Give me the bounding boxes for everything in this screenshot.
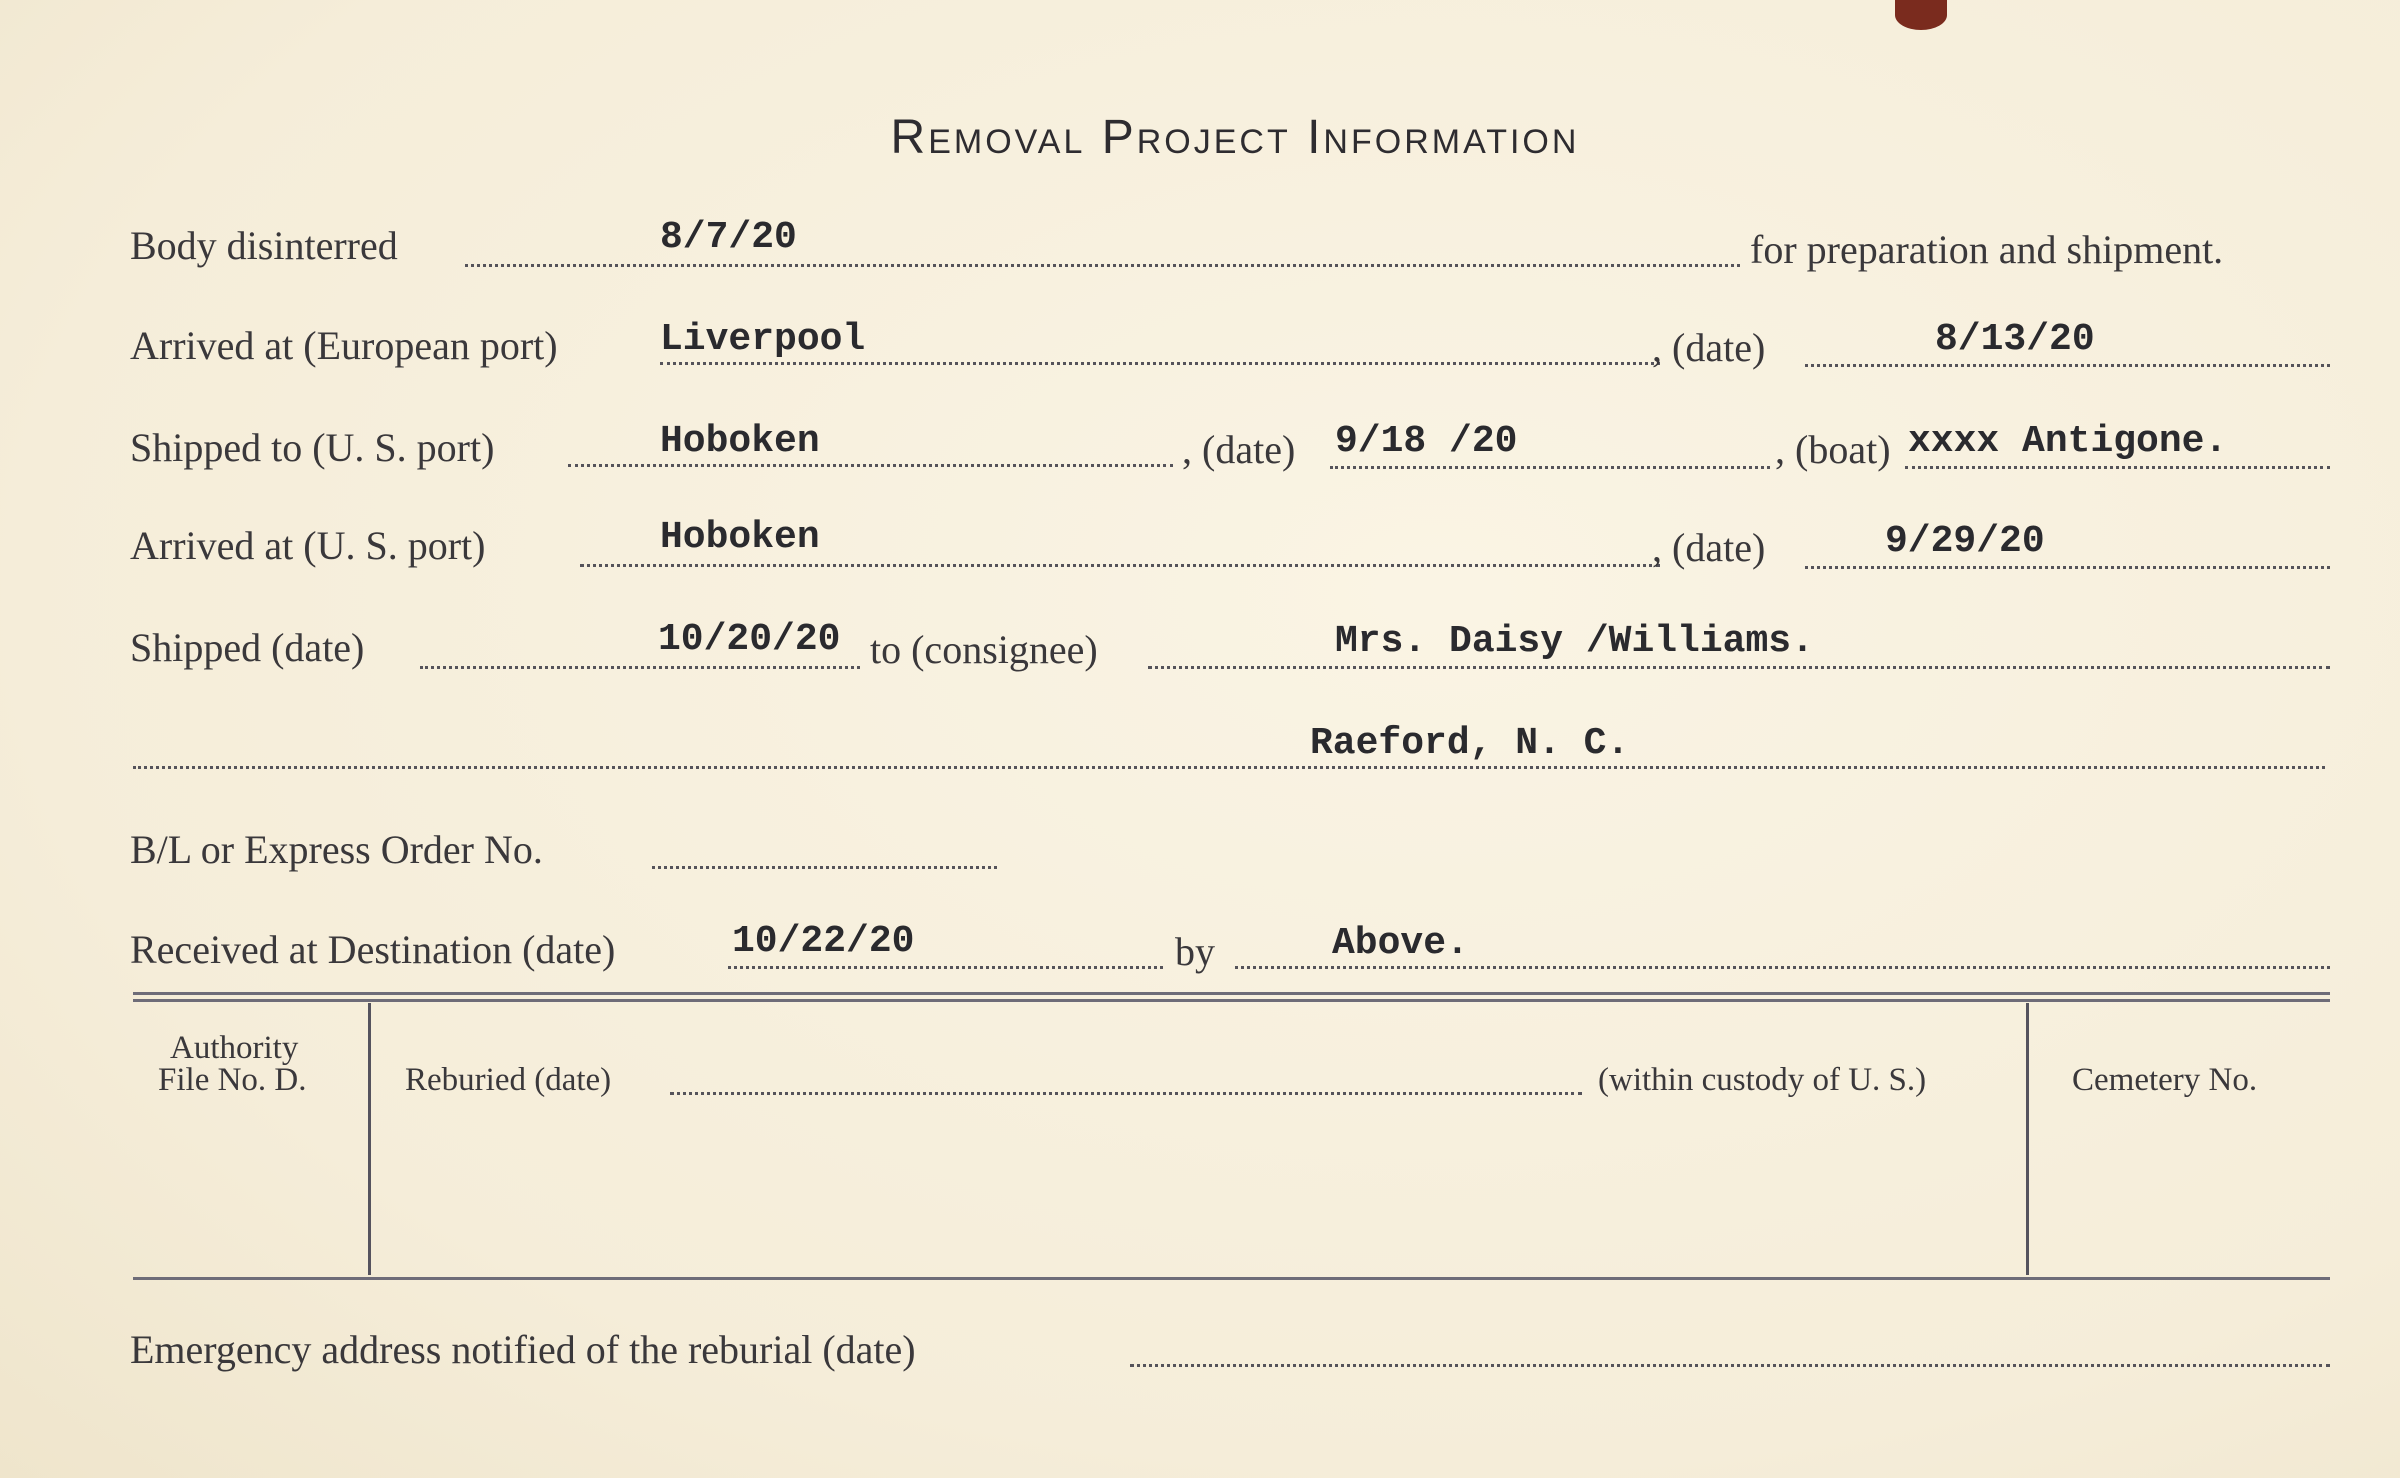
body-disinterred-label: Body disinterred — [130, 223, 398, 268]
arrived-european-port: Liverpool — [660, 318, 866, 361]
table-bottom-rule — [133, 1277, 2330, 1280]
emergency-date-line — [1130, 1364, 2330, 1367]
table-divider-right — [2026, 1003, 2029, 1275]
boat-name: Antigone. — [2022, 420, 2228, 463]
address-line — [133, 766, 2325, 769]
shipped-to-us-date: 9/18 /20 — [1335, 420, 1518, 463]
emergency-address-label: Emergency address notified of the reburial (date) — [130, 1327, 916, 1372]
authority-label-line2: File No. D. — [158, 1062, 307, 1098]
boat-value — [1908, 420, 2227, 463]
received-date: 10/22/20 — [732, 920, 915, 963]
card-title-text: Removal Project Information — [890, 111, 1580, 164]
reburied-date-line — [670, 1092, 1582, 1095]
arrived-us-date: 9/29/20 — [1885, 520, 2045, 563]
shipped-to-us-port: Hoboken — [660, 420, 820, 463]
cemetery-no-label: Cemetery No. — [2072, 1062, 2258, 1098]
consignee-line — [1148, 666, 2330, 669]
bl-order-label: B/L or Express Order No. — [130, 827, 543, 872]
boat-struck-text: xxxx — [1908, 420, 2000, 463]
body-disinterred-line — [465, 264, 1740, 267]
bl-order-line — [652, 866, 997, 869]
arrived-us-label: Arrived at (U. S. port) — [130, 523, 486, 568]
consignee-name: Mrs. Daisy /Williams. — [1335, 620, 1814, 663]
shipped-to-us-date-line — [1330, 466, 1770, 469]
preparation-shipment-label: for preparation and shipment. — [1750, 227, 2224, 272]
arrived-european-label: Arrived at (European port) — [130, 323, 558, 368]
shipped-to-us-date-label: , (date) — [1182, 427, 1296, 472]
table-divider-left — [368, 1003, 371, 1275]
received-date-line — [728, 966, 1163, 969]
arrived-us-date-line — [1805, 566, 2330, 569]
arrived-european-date-line — [1805, 364, 2330, 367]
received-by-label: by — [1175, 929, 1215, 974]
shipped-date-label: Shipped (date) — [130, 625, 365, 670]
shipped-to-us-line — [568, 464, 1173, 467]
card-title — [0, 110, 2400, 165]
consignee-address: Raeford, N. C. — [1310, 722, 1630, 765]
arrived-us-port: Hoboken — [660, 516, 820, 559]
received-by: Above. — [1332, 922, 1469, 965]
custody-label: (within custody of U. S.) — [1598, 1062, 1927, 1098]
table-top-rule-2 — [133, 999, 2330, 1002]
boat-line — [1905, 466, 2330, 469]
shipped-date: 10/20/20 — [658, 618, 841, 661]
arrived-european-date: 8/13/20 — [1935, 318, 2095, 361]
shipped-date-line — [420, 666, 860, 669]
arrived-european-date-label: , (date) — [1652, 325, 1766, 370]
shipped-to-us-label: Shipped to (U. S. port) — [130, 425, 495, 470]
arrived-european-line — [660, 362, 1660, 365]
reburied-date-label: Reburied (date) — [405, 1062, 612, 1098]
table-top-rule-1 — [133, 992, 2330, 995]
boat-label: , (boat) — [1775, 427, 1891, 472]
arrived-us-date-label: , (date) — [1652, 525, 1766, 570]
received-date-label: Received at Destination (date) — [130, 927, 616, 972]
authority-label-line1: Authority — [170, 1030, 299, 1066]
arrived-us-line — [580, 564, 1660, 567]
ink-stain — [1895, 0, 1947, 30]
received-by-line — [1235, 966, 2330, 969]
consignee-label: to (consignee) — [870, 627, 1098, 672]
body-disinterred-value: 8/7/20 — [660, 216, 797, 259]
